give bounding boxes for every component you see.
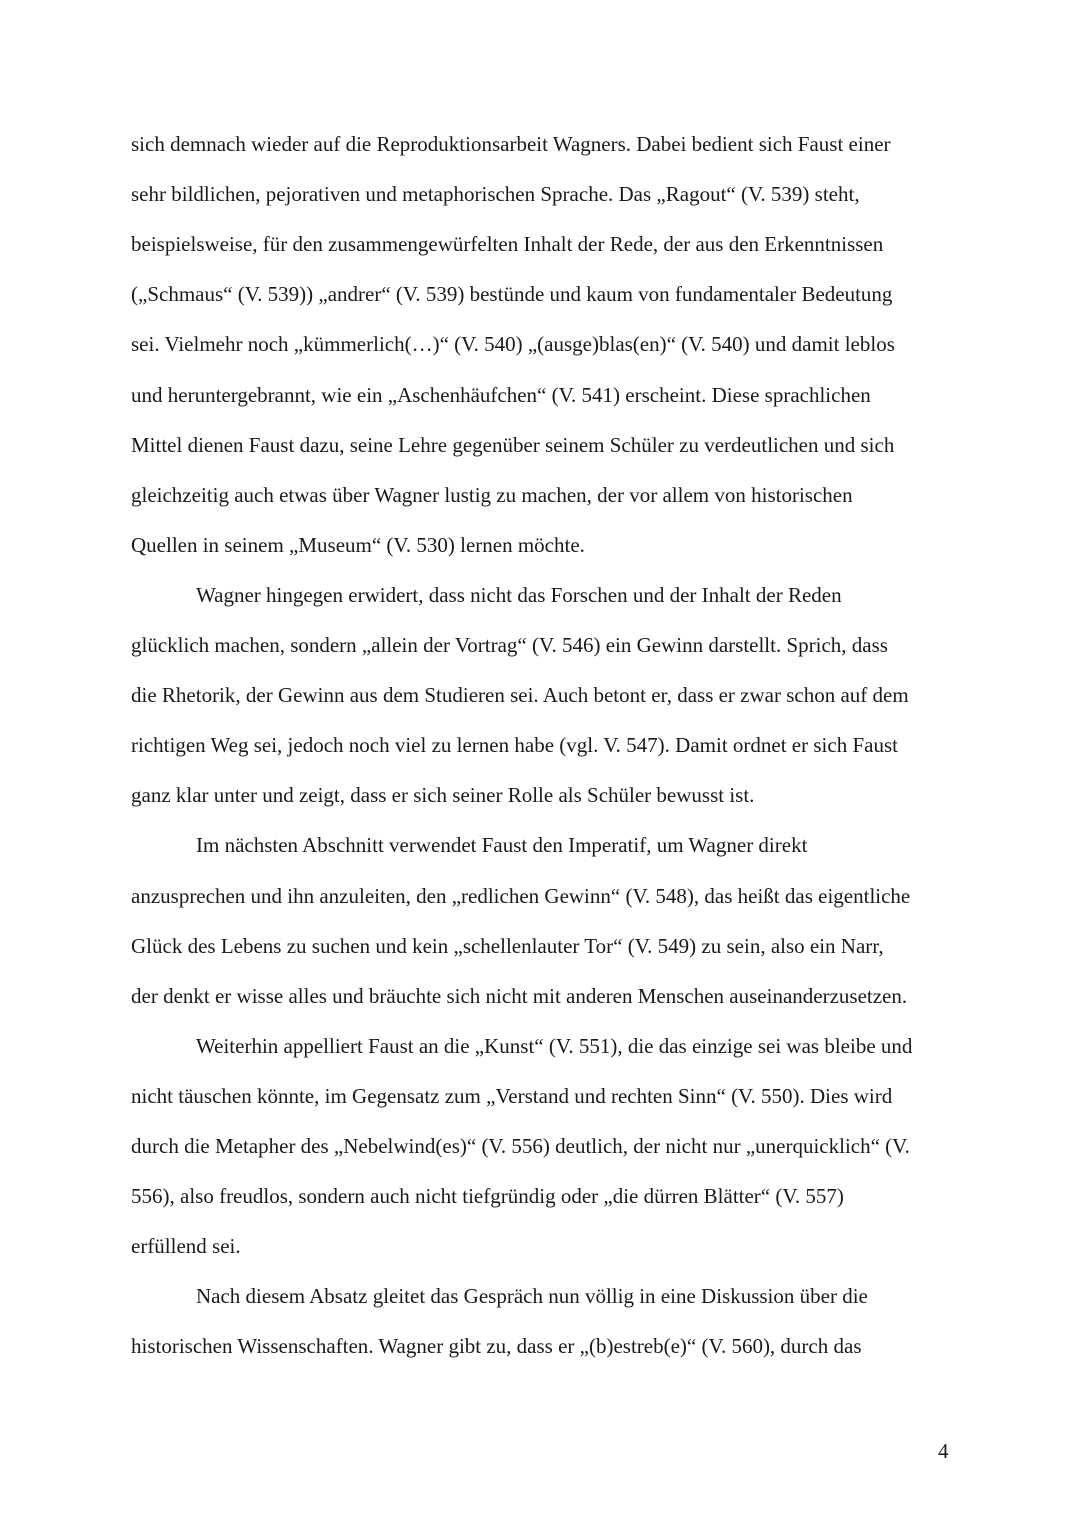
- text-line: beispielsweise, für den zusammengewürfelten Inhalt der Rede, der aus den Erkenntnissen: [131, 232, 884, 257]
- text-line: ganz klar unter und zeigt, dass er sich seiner Rolle als Schüler bewusst ist.: [131, 783, 755, 808]
- text-line: der denkt er wisse alles und bräuchte sich nicht mit anderen Menschen auseinanderzusetzen.: [131, 983, 908, 1008]
- text-line: glücklich machen, sondern „allein der Vortrag“ (V. 546) ein Gewinn darstellt. Sprich, dass: [131, 633, 888, 657]
- text-line: Nach diesem Absatz gleitet das Gespräch nun völlig in eine Diskussion über die: [196, 1284, 868, 1309]
- text-line: durch die Metapher des „Nebelwind(es)“ (V. 556) deutlich, der nicht nur „unerquicklich“ (V.: [131, 1134, 910, 1158]
- text-line: („Schmaus“ (V. 539)) „andrer“ (V. 539) bestünde und kaum von fundamentaler Bedeutung: [131, 282, 893, 307]
- text-line: Mittel dienen Faust dazu, seine Lehre gegenüber seinem Schüler zu verdeutlichen und sich: [131, 432, 895, 457]
- text-line: Quellen in seinem „Museum“ (V. 530) lernen möchte.: [131, 532, 585, 557]
- text-line: Im nächsten Abschnitt verwendet Faust den Imperatif, um Wagner direkt: [196, 833, 808, 858]
- text-line: richtigen Weg sei, jedoch noch viel zu lernen habe (vgl. V. 547). Damit ordnet er sich Faust: [131, 733, 898, 758]
- text-line: historischen Wissenschaften. Wagner gibt zu, dass er „(b)estreb(e)“ (V. 560), durch das: [131, 1334, 862, 1359]
- text-line: sei. Vielmehr noch „kümmerlich(…)“ (V. 540) „(ausge)blas(en)“ (V. 540) und damit leblos: [131, 332, 895, 357]
- text-line: sich demnach wieder auf die Reproduktionsarbeit Wagners. Dabei bedient sich Faust einer: [131, 132, 891, 156]
- text-line: sehr bildlichen, pejorativen und metaphorischen Sprache. Das „Ragout“ (V. 539) steht,: [131, 182, 860, 207]
- text-line: 556), also freudlos, sondern auch nicht tiefgründig oder „die dürren Blätter“ (V. 557): [131, 1184, 844, 1209]
- text-line: und heruntergebrannt, wie ein „Aschenhäufchen“ (V. 541) erscheint. Diese sprachlichen: [131, 382, 871, 407]
- text-line: die Rhetorik, der Gewinn aus dem Studieren sei. Auch betont er, dass er zwar schon auf dem: [131, 683, 909, 708]
- page-number: 4: [938, 1439, 949, 1463]
- text-line: Glück des Lebens zu suchen und kein „schellenlauter Tor“ (V. 549) zu sein, also ein Narr,: [131, 933, 884, 958]
- text-line: erfüllend sei.: [131, 1234, 241, 1259]
- text-line: Weiterhin appelliert Faust an die „Kunst“ (V. 551), die das einzige sei was bleibe und: [196, 1033, 913, 1058]
- text-line: nicht täuschen könnte, im Gegensatz zum „Verstand und rechten Sinn“ (V. 550). Dies wird: [131, 1083, 893, 1108]
- text-line: Wagner hingegen erwidert, dass nicht das Forschen und der Inhalt der Reden: [196, 582, 842, 607]
- text-line: anzusprechen und ihn anzuleiten, den „redlichen Gewinn“ (V. 548), das heißt das eigentliche: [131, 883, 911, 908]
- text-line: gleichzeitig auch etwas über Wagner lustig zu machen, der vor allem von historischen: [131, 482, 853, 507]
